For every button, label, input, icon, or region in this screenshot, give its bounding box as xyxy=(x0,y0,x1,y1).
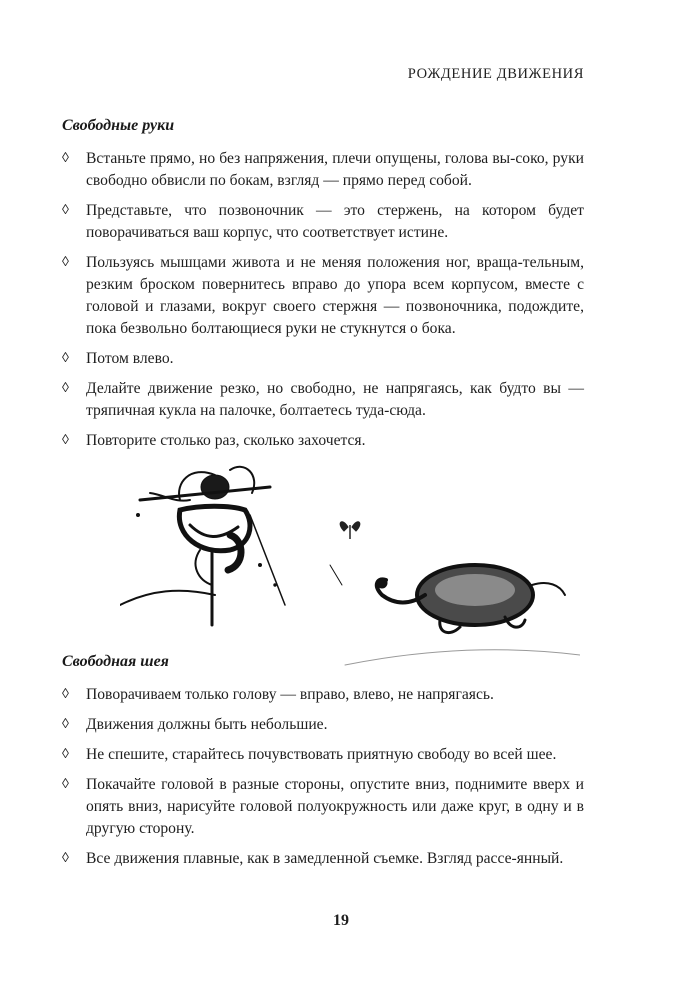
turtle-drawing xyxy=(330,565,580,665)
diamond-bullet-icon: ◊ xyxy=(62,255,69,270)
ink-illustration xyxy=(120,455,580,675)
diamond-bullet-icon: ◊ xyxy=(62,203,69,218)
list-item-text: Покачайте головой в разные стороны, опустите вниз, поднимите вверх и опять вниз, нарисуйте головой полуокружность или даже круг, в одну и в другую сторону. xyxy=(86,776,584,837)
page-number: 19 xyxy=(333,912,349,929)
running-head: РОЖДЕНИЕ ДВИЖЕНИЯ xyxy=(407,66,584,82)
list-item xyxy=(62,714,584,736)
section-free-neck xyxy=(62,653,584,878)
diamond-bullet-icon: ◊ xyxy=(62,381,69,396)
list-item-text: Не спешите, старайтесь почувствовать приятную свободу во всей шее. xyxy=(86,746,557,763)
exercise-list xyxy=(62,684,584,870)
list-item-text: Все движения плавные, как в замедленной съемке. Взгляд рассе-янный. xyxy=(86,850,564,867)
butterfly-drawing xyxy=(340,522,360,539)
list-item xyxy=(62,774,584,840)
diamond-bullet-icon: ◊ xyxy=(62,777,69,792)
section-title: Свободная шея xyxy=(62,653,169,670)
list-item xyxy=(62,744,584,766)
section-free-arms xyxy=(62,117,584,460)
section-title: Свободные руки xyxy=(62,117,175,134)
diamond-bullet-icon: ◊ xyxy=(62,351,69,366)
rag-doll-drawing xyxy=(120,467,285,625)
list-item-text: Представьте, что позвоночник — это стержень, на котором будет поворачиваться ваш корпус, что соответствует истине. xyxy=(86,202,584,241)
diamond-bullet-icon: ◊ xyxy=(62,151,69,166)
list-item-text: Пользуясь мышцами живота и не меняя положения ног, враща-тельным, резким броском повернитесь вправо до упора всем корпусом, вместе с головой и глазами, вокруг своего стержня — позвоночника, подождите, пока безвольно болтающиеся руки не стукнутся о бока. xyxy=(86,254,584,337)
list-item-text: Повторите столько раз, сколько захочется. xyxy=(86,432,366,449)
diamond-bullet-icon: ◊ xyxy=(62,687,69,702)
list-item-text: Делайте движение резко, но свободно, не напрягаясь, как будто вы — тряпичная кукла на палочке, болтаетесь туда-сюда. xyxy=(86,380,584,419)
list-item xyxy=(62,200,584,244)
list-item-text: Поворачиваем только голову — вправо, влево, не напрягаясь. xyxy=(86,686,494,703)
list-item xyxy=(62,684,584,706)
list-item xyxy=(62,252,584,340)
list-item-text: Потом влево. xyxy=(86,350,174,367)
list-item-text: Движения должны быть небольшие. xyxy=(86,716,328,733)
diamond-bullet-icon: ◊ xyxy=(62,747,69,762)
diamond-bullet-icon: ◊ xyxy=(62,717,69,732)
list-item xyxy=(62,348,584,370)
ink-drawing xyxy=(120,455,580,675)
diamond-bullet-icon: ◊ xyxy=(62,851,69,866)
exercise-list xyxy=(62,148,584,452)
list-item xyxy=(62,148,584,192)
diamond-bullet-icon: ◊ xyxy=(62,433,69,448)
list-item xyxy=(62,430,584,452)
list-item xyxy=(62,378,584,422)
list-item xyxy=(62,848,584,870)
list-item-text: Встаньте прямо, но без напряжения, плечи опущены, голова вы-соко, руки свободно обвисли по бокам, взгляд — прямо перед собой. xyxy=(86,150,584,189)
